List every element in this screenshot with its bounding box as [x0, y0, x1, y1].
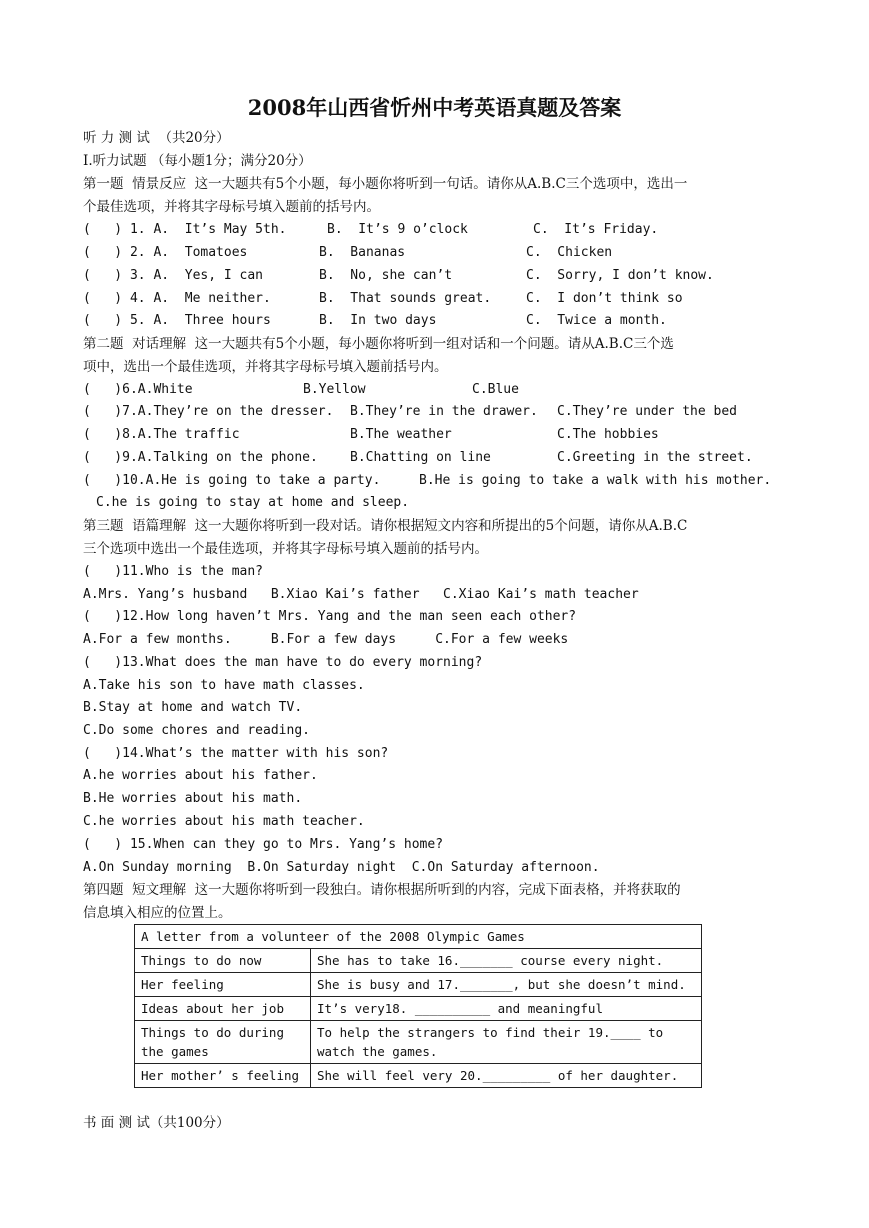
question-2: ( ) 2. A. Tomatoes — [83, 245, 248, 260]
question-1: ( ) 1. A. It’s May 5th. — [83, 222, 287, 237]
question-10-option-c: C.he is going to stay at home and sleep. — [96, 495, 410, 510]
question-14-option-b: B.He worries about his math. — [83, 791, 303, 806]
row-value: She has to take 16._______ course every night. — [311, 949, 702, 973]
question-13-option-b: B.Stay at home and watch TV. — [83, 700, 303, 715]
row-value: To help the strangers to find their 19.____ to watch the games. — [311, 1021, 702, 1064]
question-5: ( ) 5. A. Three hours — [83, 313, 271, 328]
row-label: Her mother’ s feeling — [135, 1064, 311, 1088]
section1-intro-line1: 第一题 情景反应 这一大题共有5个小题，每小题你将听到一句话。请你从A.B.C三个选项中，选出一 — [83, 176, 688, 192]
question-15: ( ) 15.When can they go to Mrs. Yang’s home? — [83, 837, 444, 852]
question-5-option-b: B. In two days — [319, 313, 437, 328]
question-1-option-c: C. It’s Friday. — [533, 222, 659, 237]
row-label: Ideas about her job — [135, 997, 311, 1021]
row-label: Things to do during the games — [135, 1021, 311, 1064]
table-title-row — [135, 925, 702, 949]
question-7-option-b: B.They’re in the drawer. — [350, 404, 538, 419]
question-10: ( )10.A.He is going to take a party. — [83, 473, 381, 488]
question-13-option-c: C.Do some chores and reading. — [83, 723, 310, 738]
question-9: ( )9.A.Talking on the phone. — [83, 450, 318, 465]
question-2-option-b: B. Bananas — [319, 245, 406, 260]
section2-intro-line1: 第二题 对话理解 这一大题共有5个小题，每小题你将听到一组对话和一个问题。请从A.B.C三个选 — [83, 336, 674, 352]
row-value: She is busy and 17._______, but she doesn’t mind. — [311, 973, 702, 997]
row-label: Things to do now — [135, 949, 311, 973]
section2-intro-line2: 项中，选出一个最佳选项，并将其字母标号填入题前括号内。 — [83, 359, 448, 375]
written-test-header: 书 面 测 试（共100分） — [83, 1115, 230, 1131]
table-row — [135, 973, 702, 997]
table-row — [135, 1064, 702, 1088]
question-4-option-c: C. I don’t think so — [526, 291, 683, 306]
question-3-option-b: B. No, she can’t — [319, 268, 453, 283]
question-14: ( )14.What’s the matter with his son? — [83, 746, 389, 761]
part1-header: I.听力试题 （每小题1分；满分20分） — [83, 153, 312, 169]
question-11: ( )11.Who is the man? — [83, 564, 264, 579]
question-13-option-a: A.Take his son to have math classes. — [83, 678, 365, 693]
page-title: 2008年山西省忻州中考英语真题及答案 — [247, 95, 622, 120]
question-4-option-b: B. That sounds great. — [319, 291, 492, 306]
table-row — [135, 1021, 702, 1064]
table-row — [135, 997, 702, 1021]
question-10-option-b: B.He is going to take a walk with his mother. — [419, 473, 772, 488]
question-4: ( ) 4. A. Me neither. — [83, 291, 271, 306]
question-3-option-c: C. Sorry, I don’t know. — [526, 268, 714, 283]
question-1-option-b: B. It’s 9 o’clock — [327, 222, 468, 237]
question-2-option-c: C. Chicken — [526, 245, 613, 260]
question-9-option-c: C.Greeting in the street. — [557, 450, 753, 465]
section3-intro-line2: 三个选项中选出一个最佳选项，并将其字母标号填入题前的括号内。 — [83, 541, 488, 557]
question-6: ( )6.A.White — [83, 382, 193, 397]
section4-intro-line1: 第四题 短文理解 这一大题你将听到一段独白。请你根据所听到的内容，完成下面表格，并将获取的 — [83, 882, 681, 898]
question-5-option-c: C. Twice a month. — [526, 313, 667, 328]
question-3: ( ) 3. A. Yes, I can — [83, 268, 264, 283]
row-value: It’s very18. __________ and meaningful — [311, 997, 702, 1021]
question-14-option-c: C.he worries about his math teacher. — [83, 814, 365, 829]
question-15-options: A.On Sunday morning B.On Saturday night C.On Saturday afternoon. — [83, 860, 600, 875]
table-title: A letter from a volunteer of the 2008 Olympic Games — [135, 925, 702, 949]
row-label: Her feeling — [135, 973, 311, 997]
question-11-options: A.Mrs. Yang’s husband B.Xiao Kai’s father C.Xiao Kai’s math teacher — [83, 587, 639, 602]
question-9-option-b: B.Chatting on line — [350, 450, 491, 465]
question-12: ( )12.How long haven’t Mrs. Yang and the man seen each other? — [83, 609, 577, 624]
question-7: ( )7.A.They’re on the dresser. — [83, 404, 334, 419]
question-14-option-a: A.he worries about his father. — [83, 768, 318, 783]
section4-intro-line2: 信息填入相应的位置上。 — [83, 905, 232, 921]
question-8-option-b: B.The weather — [350, 427, 452, 442]
table-row — [135, 949, 702, 973]
question-7-option-c: C.They’re under the bed — [557, 404, 738, 419]
listening-header: 听 力 测 试 （共20分） — [83, 130, 230, 146]
row-value: She will feel very 20._________ of her daughter. — [311, 1064, 702, 1088]
question-12-options: A.For a few months. B.For a few days C.For a few weeks — [83, 632, 569, 647]
info-table — [134, 924, 702, 1088]
question-6-option-b: B.Yellow — [303, 382, 366, 397]
question-13: ( )13.What does the man have to do every morning? — [83, 655, 483, 670]
question-8-option-c: C.The hobbies — [557, 427, 659, 442]
section3-intro-line1: 第三题 语篇理解 这一大题你将听到一段对话。请你根据短文内容和所提出的5个问题，请你从A.B.C — [83, 518, 688, 534]
question-8: ( )8.A.The traffic — [83, 427, 240, 442]
section1-intro-line2: 个最佳选项，并将其字母标号填入题前的括号内。 — [83, 199, 380, 215]
question-6-option-c: C.Blue — [472, 382, 519, 397]
